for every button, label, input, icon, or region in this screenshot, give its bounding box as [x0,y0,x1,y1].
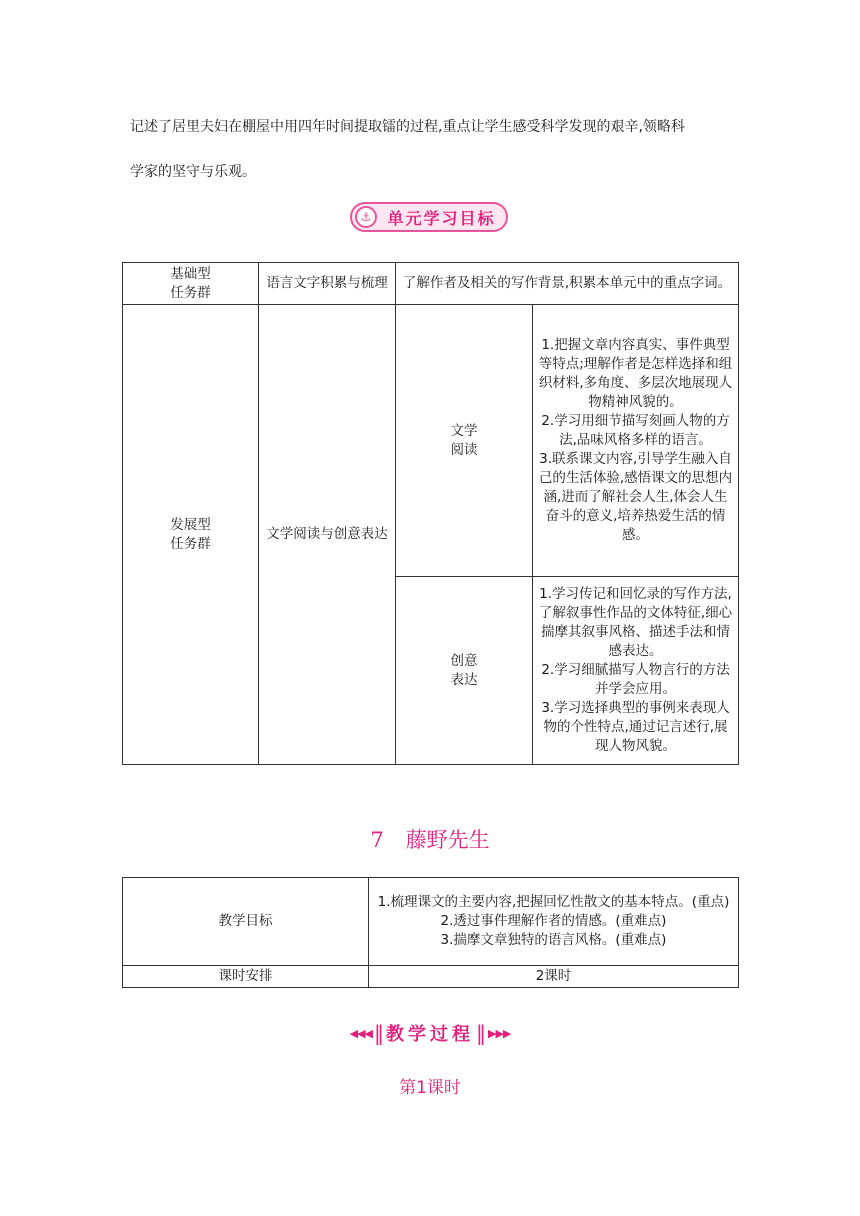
intro-line-2: 学家的坚守与乐观。 [130,164,256,180]
reading-label-cell: 文学 阅读 [396,305,533,577]
writing-goals-cell: 1.学习传记和回忆录的写作方法,了解叙事性作品的文体特征,细心揣摩其叙事风格、描述手法和情感表达。 2.学习细腻描写人物言行的方法并学会应用。 3.学习选择典型的事例来表现人物的个性特点,通过记言述行,展现人物风貌。 [533,577,739,765]
lesson-title [0,824,860,854]
unit-goals-table [122,262,739,765]
teaching-goals-content: 1.梳理课文的主要内容,把握回忆性散文的基本特点。(重点) 2.透过事件理解作者的情感。(重难点) 3.揣摩文章独特的语言风格。(重难点) [369,878,739,966]
development-task-cell: 文学阅读与创意表达 [259,305,396,765]
process-heading-banner [330,1018,530,1048]
basic-content-cell: 了解作者及相关的写作背景,积累本单元中的重点字词。 [396,263,739,305]
lesson-table [122,877,739,988]
unit-goals-heading: 单元学习目标 [387,208,496,228]
schedule-value: 2课时 [369,966,739,988]
lesson-name: 藤野先生 [405,828,490,852]
writing-label-cell: 创意 表达 [396,577,533,765]
reading-goals-cell: 1.把握文章内容真实、事件典型等特点;理解作者是怎样选择和组织材料,多角度、多层次地展现人物精神风貌的。 2.学习用细节描写刻画人物的方法,品味风格多样的语言。 3.联系课文内容,引导学生融入自己的生活体验,感悟课文的思想内涵,进而了解社会人生,体会人生奋斗的意义,培养热爱生活的情感。 [533,305,739,577]
table-row [123,878,739,966]
table-row [123,966,739,988]
lesson-number: 7 [370,828,384,852]
process-heading: 教学过程 [386,1024,474,1045]
table-row [123,263,739,305]
schedule-label: 课时安排 [123,966,369,988]
basic-task-cell: 语言文字积累与梳理 [259,263,396,305]
anchor-icon: ⚓ [355,206,377,228]
right-arrows-icon: ▶▶▶ [488,1026,511,1040]
teaching-goals-label: 教学目标 [123,878,369,966]
development-group-cell: 发展型 任务群 [123,305,259,765]
basic-group-cell: 基础型 任务群 [123,263,259,305]
table-row [123,305,739,577]
left-arrows-icon: ◀◀◀ [349,1026,372,1040]
unit-goals-badge [350,202,508,232]
intro-line-1: 记述了居里夫妇在棚屋中用四年时间提取镭的过程,重点让学生感受科学发现的艰辛,领略科 [130,119,685,135]
period-heading: 第1课时 [399,1078,461,1098]
right-bar-icon: ‖ [476,1021,486,1045]
left-bar-icon: ‖ [374,1021,384,1045]
